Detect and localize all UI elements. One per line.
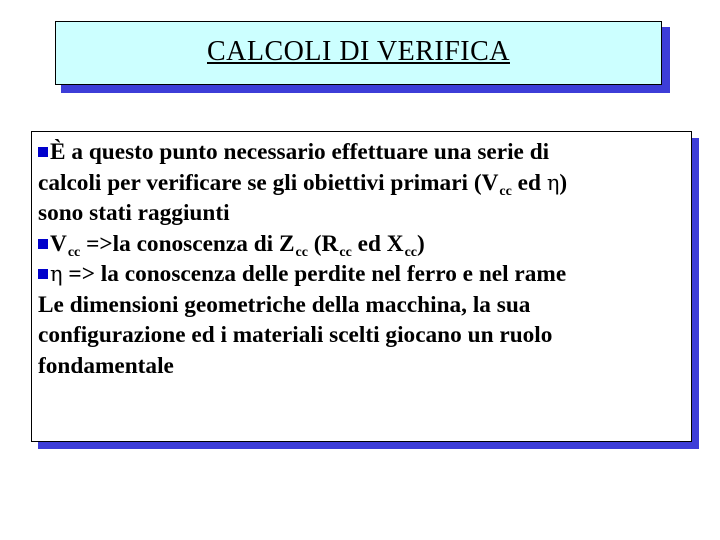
text-line-8: fondamentale: [38, 352, 174, 379]
body-text: [38, 137, 688, 381]
text-line-6: Le dimensioni geometriche della macchina, la sua: [38, 291, 531, 318]
content-box: [31, 131, 692, 442]
square-bullet-icon: [38, 269, 48, 279]
bullet-line-1: È a questo punto necessario effettuare una serie di: [38, 137, 688, 168]
bullet-line-5: η => la conoscenza delle perdite nel ferro e nel rame: [38, 259, 688, 290]
square-bullet-icon: [38, 147, 48, 157]
title-box: [55, 21, 662, 85]
slide-title: CALCOLI DI VERIFICA: [207, 36, 510, 67]
bullet-line-4: $V_{cc} =>la$ conoscenza di $Z_{cc}$ ($R_{cc}$ ed $X_{cc}$): [38, 229, 688, 260]
square-bullet-icon: [38, 239, 48, 249]
text-line-7: configurazione ed i materiali scelti giocano un ruolo: [38, 322, 553, 348]
text-line-2: calcoli per verificare se gli obiettivi primari ($V_{cc}$ ed η): [38, 169, 568, 199]
text-line-3: sono stati raggiunti: [38, 200, 230, 226]
